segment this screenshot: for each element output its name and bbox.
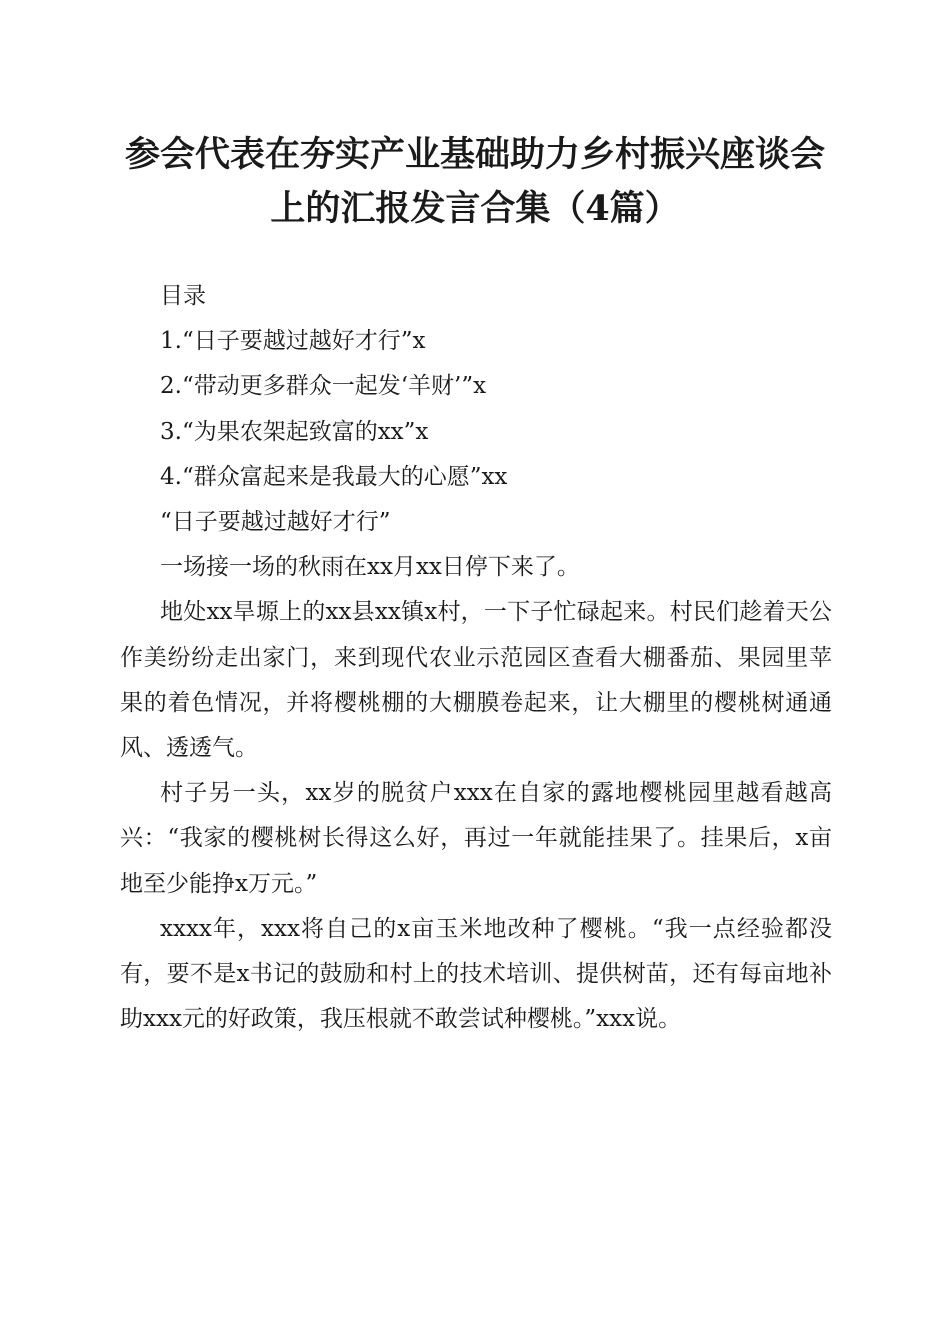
title-line-2: 上的汇报发言合集（4篇） bbox=[270, 188, 680, 229]
paragraph: 地处xx旱塬上的xx县xx镇x村，一下子忙碌起来。村民们趁着天公作美纷纷走出家门，来到现代农业示范园区查看大棚番茄、果园里苹果的着色情况，并将樱桃棚的大棚膜卷起来，让大棚里的樱桃树通通风、透透气。 bbox=[120, 599, 832, 762]
toc-item: 2.“带动更多群众一起发‘羊财’”x bbox=[160, 373, 487, 400]
document-title bbox=[100, 128, 850, 236]
toc-item: 3.“为果农架起致富的xx”x bbox=[160, 418, 429, 445]
toc-item: 4.“群众富起来是我最大的心愿”xx bbox=[160, 463, 508, 490]
document-body bbox=[120, 274, 832, 1042]
toc-item: 1.“日子要越过越好才行”x bbox=[160, 328, 426, 355]
section-title: “日子要越过越好才行” bbox=[160, 509, 391, 536]
paragraph: 村子另一头，xx岁的脱贫户xxx在自家的露地樱桃园里越看越高兴：“我家的樱桃树长得这么好，再过一年就能挂果了。挂果后，x亩地至少能挣x万元。” bbox=[120, 780, 832, 897]
toc-heading: 目录 bbox=[160, 283, 206, 309]
title-line-1: 参会代表在夯实产业基础助力乡村振兴座谈会 bbox=[124, 134, 825, 175]
paragraph: 一场接一场的秋雨在xx月xx日停下来了。 bbox=[160, 554, 580, 581]
paragraph: xxxx年，xxx将自己的x亩玉米地改种了樱桃。“我一点经验都没有，要不是x书记的鼓励和村上的技术培训、提供树苗，还有每亩地补助xxx元的好政策，我压根就不敢尝试种樱桃。”xxx说。 bbox=[120, 915, 832, 1033]
